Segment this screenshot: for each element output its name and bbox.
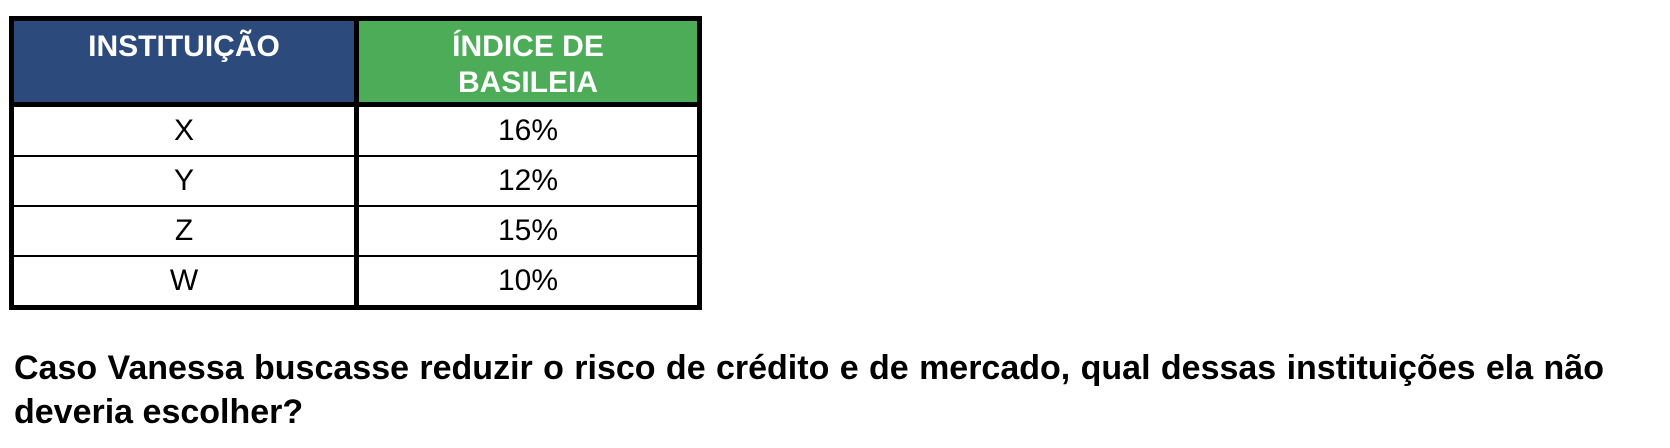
header-index-line1: ÍNDICE DE: [452, 30, 604, 63]
table-row: [12, 256, 700, 308]
table-row: [12, 156, 700, 206]
basel-index-table: [9, 16, 702, 310]
header-institution: [12, 19, 357, 105]
question-text: Caso Vanessa buscasse reduzir o risco de crédito e de mercado, qual dessas instituições ela não deveria escolher?: [14, 349, 1604, 431]
index-cell: 15%: [357, 206, 700, 256]
table-row: [12, 105, 700, 157]
index-cell: 10%: [357, 256, 700, 308]
institution-cell: Z: [12, 206, 357, 256]
index-cell: 16%: [357, 105, 700, 157]
header-basel-index: [357, 19, 700, 105]
institution-cell: X: [12, 105, 357, 157]
header-index-line2: BASILEIA: [457, 66, 598, 99]
table-row: [12, 206, 700, 256]
institution-cell: W: [12, 256, 357, 308]
table-header-row: [12, 19, 700, 105]
header-institution-label: INSTITUIÇÃO: [88, 30, 280, 63]
index-cell: 12%: [357, 156, 700, 206]
institution-cell: Y: [12, 156, 357, 206]
